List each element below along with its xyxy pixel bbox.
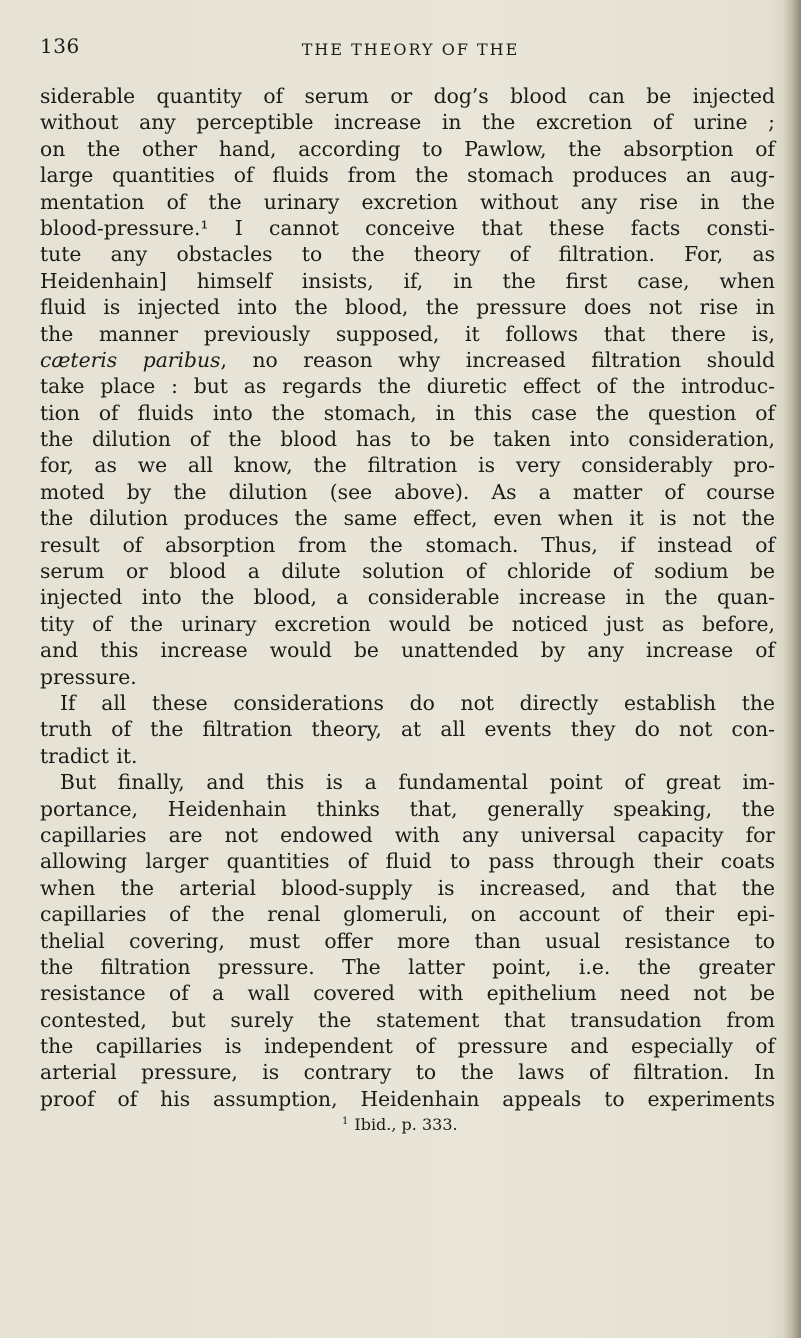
text-line: tradict it. — [40, 743, 138, 768]
text-line: arterial pressure, is contrary to the laws of filtration. In — [40, 1060, 775, 1085]
paragraph-start-line: But finally, and this is a fundamental point of great im- — [60, 770, 775, 795]
page-number: 136 — [40, 34, 80, 58]
text-line: and this increase would be unattended by any increase of — [40, 638, 775, 663]
text-line: blood-pressure.¹ I cannot conceive that these facts consti- — [40, 215, 775, 240]
text-line: on the other hand, according to Pawlow, the absorption of — [40, 136, 775, 161]
text-line: when the arterial blood-supply is increased, and that the — [40, 875, 775, 900]
text-line: capillaries of the renal glomeruli, on account of their epi- — [40, 902, 775, 927]
text-line: result of absorption from the stomach. Thus, if instead of — [40, 532, 775, 557]
text-line: the manner previously supposed, it follows that there is, — [40, 321, 775, 346]
paragraph-start-line: If all these considerations do not directly establish the — [60, 690, 775, 715]
text-line: capillaries are not endowed with any universal capacity for — [40, 822, 775, 847]
text-line: Heidenhain] himself insists, if, in the first case, when — [40, 268, 775, 293]
text-line: without any perceptible increase in the excretion of urine ; — [40, 110, 775, 135]
text-line: resistance of a wall covered with epithelium need not be — [40, 981, 775, 1006]
text-line: take place : but as regards the diuretic effect of the introduc- — [40, 374, 775, 399]
text-line: the dilution produces the same effect, even when it is not the — [40, 506, 775, 531]
footnote-text: Ibid., p. 333. — [354, 1115, 458, 1134]
text-line: the dilution of the blood has to be taken into consideration, — [40, 427, 775, 452]
body-text — [40, 83, 775, 1112]
footnote-marker: 1 — [342, 1116, 349, 1127]
text-line: truth of the filtration theory, at all events they do not con- — [40, 717, 775, 742]
text-line: tute any obstacles to the theory of filtration. For, as — [40, 242, 775, 267]
text-line: mentation of the urinary excretion without any rise in the — [40, 189, 775, 214]
text-line: large quantities of fluids from the stomach produces an aug- — [40, 163, 775, 188]
text-line: for, as we all know, the filtration is very considerably pro- — [40, 453, 775, 478]
text-line: portance, Heidenhain thinks that, generally speaking, the — [40, 796, 775, 821]
text-line: moted by the dilution (see above). As a matter of course — [40, 479, 775, 504]
text-line: injected into the blood, a considerable increase in the quan- — [40, 585, 775, 610]
text-line: serum or blood a dilute solution of chloride of sodium be — [40, 559, 775, 584]
text-line: pressure. — [40, 664, 137, 689]
text-line: tity of the urinary excretion would be noticed just as before, — [40, 611, 775, 636]
running-head: THE THEORY OF THE — [301, 40, 520, 59]
text-line: contested, but surely the statement that transudation from — [40, 1007, 775, 1032]
footnote — [342, 1115, 458, 1134]
text-line: tion of fluids into the stomach, in this case the question of — [40, 400, 775, 425]
text-line: the capillaries is independent of pressure and especially of — [40, 1034, 775, 1059]
page-edge-shadow — [783, 0, 801, 1338]
text-line: thelial covering, must offer more than usual resistance to — [40, 928, 775, 953]
text-line: fluid is injected into the blood, the pressure does not rise in — [40, 295, 775, 320]
text-line: siderable quantity of serum or dog’s blood can be injected — [40, 84, 775, 108]
text-line: proof of his assumption, Heidenhain appeals to experiments — [40, 1086, 775, 1111]
text-line: the filtration pressure. The latter point, i.e. the greater — [40, 954, 775, 979]
text-line-italic: cæteris paribus, no reason why increased filtration should — [40, 347, 775, 372]
text-line: allowing larger quantities of fluid to pass through their coats — [40, 849, 775, 874]
